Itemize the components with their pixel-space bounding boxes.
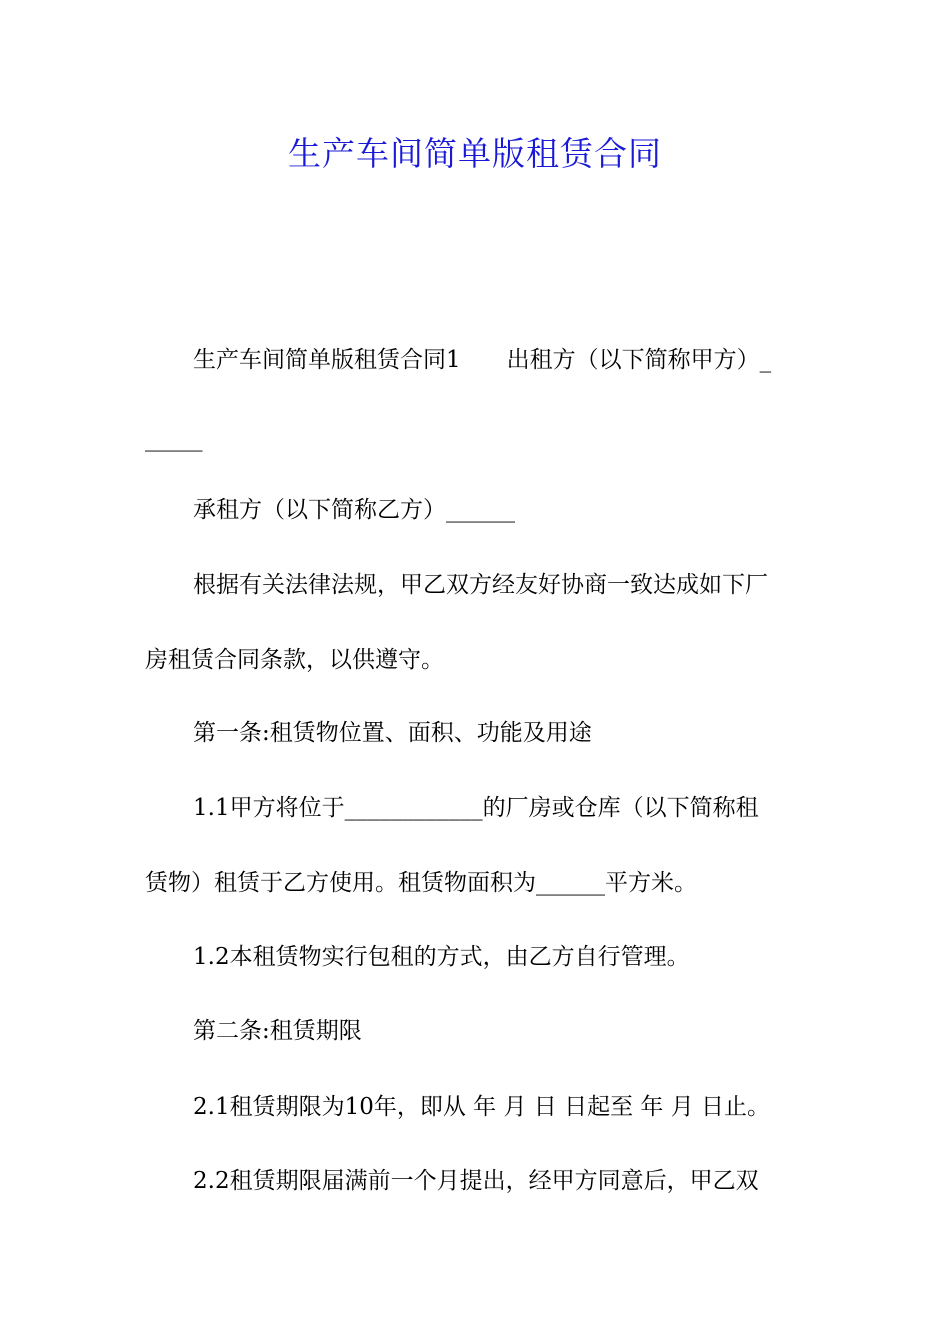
paragraph-line: 1.1甲方将位于____________的厂房或仓库（以下简称租	[193, 795, 759, 821]
paragraph-line: _____	[145, 426, 203, 452]
paragraph-line: 承租方（以下简称乙方）______	[193, 497, 515, 523]
section-heading: 第一条:租赁物位置、面积、功能及用途	[193, 720, 592, 746]
paragraph-line: 房租赁合同条款，以供遵守。	[145, 647, 444, 673]
paragraph-line: 根据有关法律法规，甲乙双方经友好协商一致达成如下厂	[193, 572, 768, 598]
paragraph-line: 2.1租赁期限为10年，即从 年 月 日 日起至 年 月 日止。	[193, 1094, 771, 1120]
section-heading: 第二条:租赁期限	[193, 1018, 362, 1044]
paragraph-line: 1.2本租赁物实行包租的方式，由乙方自行管理。	[193, 944, 690, 970]
paragraph-line: 生产车间简单版租赁合同1 出租方（以下简称甲方）_	[193, 347, 772, 373]
document-title: 生产车间简单版租赁合同	[288, 134, 662, 173]
paragraph-line: 2.2租赁期限届满前一个月提出，经甲方同意后，甲乙双	[193, 1168, 759, 1194]
paragraph-line: 赁物）租赁于乙方使用。租赁物面积为______平方米。	[145, 870, 697, 896]
